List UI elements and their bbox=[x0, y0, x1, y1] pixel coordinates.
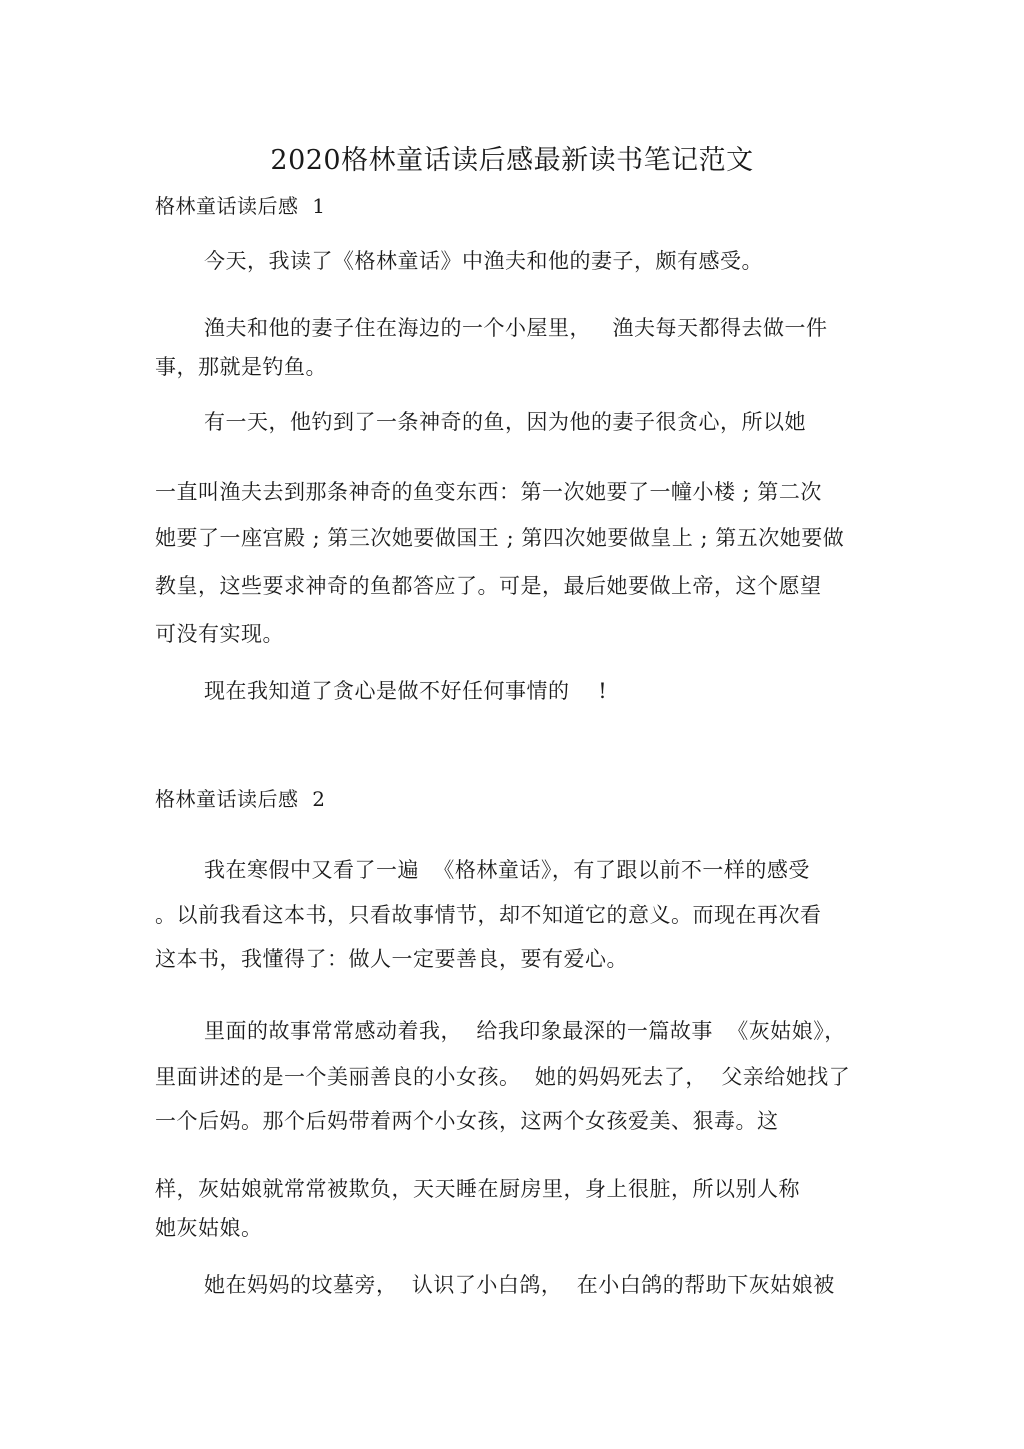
document-title: 2020格林童话读后感最新读书笔记范文 bbox=[270, 145, 754, 176]
paragraph-line: 现在我知道了贪心是做不好任何事情的 ! bbox=[204, 679, 608, 703]
section-heading-1: 格林童话读后感 1 bbox=[155, 194, 326, 218]
paragraph-line: 样，灰姑娘就常常被欺负，天天睡在厨房里，身上很脏，所以别人称 bbox=[155, 1177, 800, 1201]
paragraph-line: 她灰姑娘。 bbox=[155, 1216, 263, 1240]
paragraph-line: 她要了一座宫殿 ; 第三次她要做国王 ; 第四次她要做皇上 ; 第五次她要做 bbox=[155, 526, 845, 550]
paragraph-line: 可没有实现。 bbox=[155, 622, 284, 646]
paragraph-line: 我在寒假中又看了一遍 《格林童话》，有了跟以前不一样的感受 bbox=[204, 858, 810, 882]
paragraph-line: 有一天，他钓到了一条神奇的鱼，因为他的妻子很贪心，所以她 bbox=[204, 410, 806, 434]
paragraph-line: 教皇，这些要求神奇的鱼都答应了。可是，最后她要做上帝，这个愿望 bbox=[155, 574, 822, 598]
paragraph-line: 里面的故事常常感动着我， 给我印象最深的一篇故事 《灰姑娘》， bbox=[204, 1019, 846, 1043]
paragraph-line: 一个后妈。那个后妈带着两个小女孩，这两个女孩爱美、狠毒。这 bbox=[155, 1109, 779, 1133]
paragraph-line: 事，那就是钓鱼。 bbox=[155, 355, 327, 379]
paragraph-line: 她在妈妈的坟墓旁， 认识了小白鸽， 在小白鸽的帮助下灰姑娘被 bbox=[204, 1273, 835, 1297]
paragraph-line: 。以前我看这本书，只看故事情节，却不知道它的意义。而现在再次看 bbox=[155, 903, 822, 927]
paragraph-line: 里面讲述的是一个美丽善良的小女孩。 她的妈妈死去了， 父亲给她找了 bbox=[155, 1065, 851, 1089]
section-heading-2: 格林童话读后感 2 bbox=[155, 787, 326, 811]
paragraph-line: 一直叫渔夫去到那条神奇的鱼变东西：第一次她要了一幢小楼 ; 第二次 bbox=[155, 480, 822, 504]
paragraph-line: 今天，我读了《格林童话》中渔夫和他的妻子，颇有感受。 bbox=[204, 249, 763, 273]
paragraph-line: 渔夫和他的妻子住在海边的一个小屋里， 渔夫每天都得去做一件 bbox=[204, 316, 828, 340]
paragraph-line: 这本书，我懂得了：做人一定要善良，要有爱心。 bbox=[155, 947, 628, 971]
